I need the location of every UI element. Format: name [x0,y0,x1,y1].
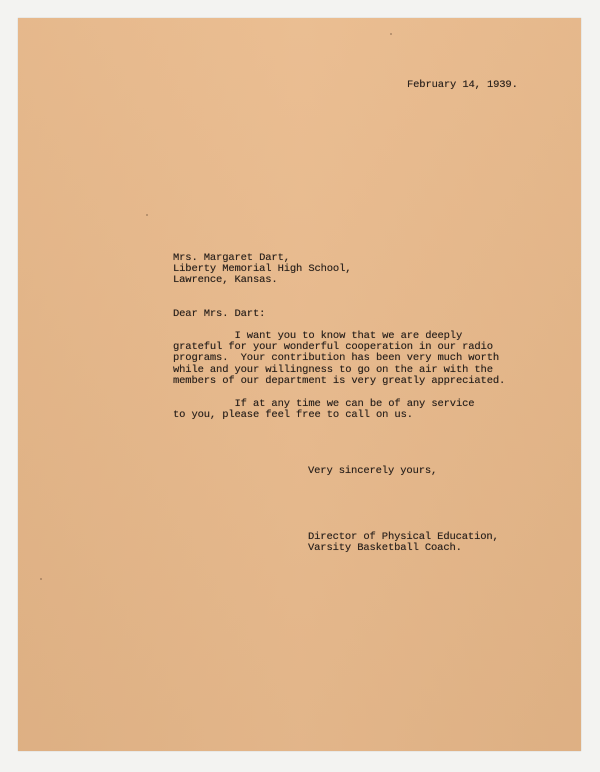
paragraph-line: while and your willingness to go on the air with the [173,363,493,376]
paragraph-line: programs. Your contribution has been very much worth [173,352,500,365]
salutation: Dear Mrs. Dart: [173,308,266,320]
signature-line: Director of Physical Education, [308,531,499,543]
body-paragraph-2 [173,399,474,421]
signature-line: Varsity Basketball Coach. [308,542,462,555]
address-line: Lawrence, Kansas. [173,274,278,287]
recipient-address [173,253,351,287]
paragraph-line: I want you to know that we are deeply [173,330,463,342]
complimentary-closing: Very sincerely yours, [308,465,438,477]
address-line: Liberty Memorial High School, [173,263,352,276]
letter-date: February 14, 1939. [407,79,518,91]
paragraph-line: If at any time we can be of any service [173,398,475,410]
address-line: Mrs. Margaret Dart, [173,252,290,264]
paragraph-line: grateful for your wonderful cooperation in our radio [173,341,493,354]
paragraph-line: members of our department is very greatly appreciated. [173,374,506,387]
body-paragraph-1 [173,331,505,387]
paragraph-line: to you, please feel free to call on us. [173,409,413,422]
paper-speck [390,33,392,35]
paper-speck [146,214,148,216]
letter-page [18,18,581,751]
signature-block [308,532,499,554]
paper-speck [40,578,42,580]
